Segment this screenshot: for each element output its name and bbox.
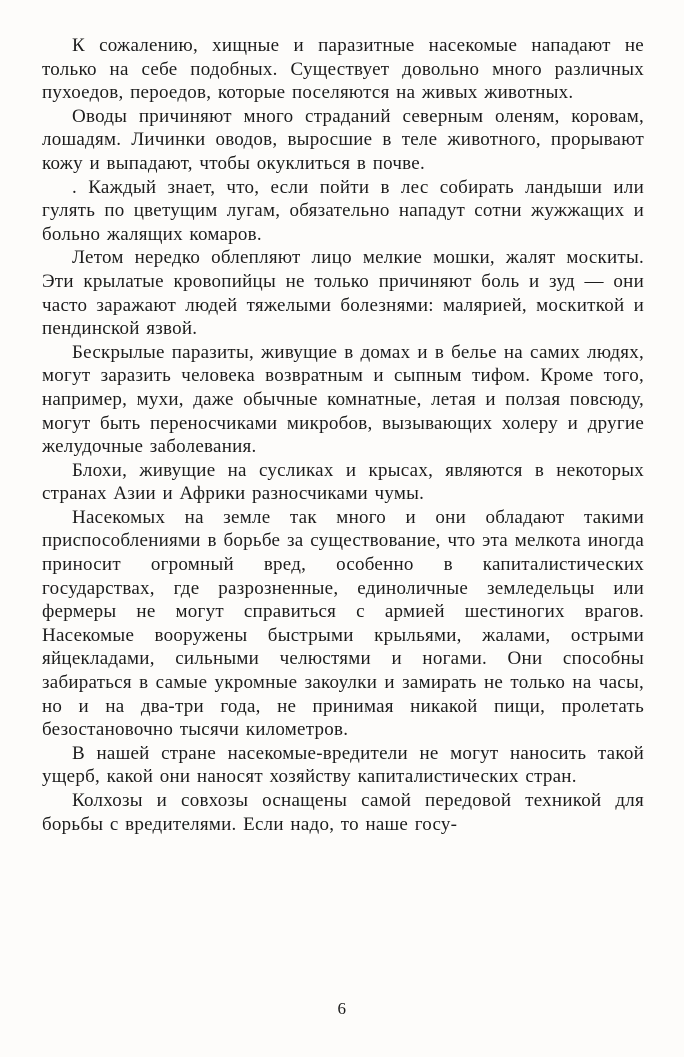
paragraph: Насекомых на земле так много и они обладают такими приспособлениями в борьбе за существование, что эта мелкота иногда приносит огромный вред, особенно в капиталистических государствах, где разрозненные, единоличные земледельцы или фермеры не могут справиться с армией шестиногих врагов. Насекомые вооружены быстрыми крыльями, жалами, острыми яйцекладами, сильными челюстями и ногами. Они способны забираться в самые укромные закоулки и замирать не только на часы, но и на два-три года, не принимая никакой пищи, пролетать безостановочно тысячи километров. <box>42 506 644 741</box>
paragraph: К сожалению, хищные и паразитные насекомые нападают не только на себе подобных. Существует довольно много различных пухоедов, пероедов, которые поселяются на живых животных. <box>42 35 644 104</box>
paragraph: Бескрылые паразиты, живущие в домах и в белье на самих людях, могут заразить человека возвратным и сыпным тифом. Кроме того, например, мухи, даже обычные комнатные, летая и ползая повсюду, могут быть переносчиками микробов, вызывающих холеру и другие желудочные заболевания. <box>42 341 644 458</box>
paragraph: Летом нередко облепляют лицо мелкие мошки, жалят москиты. Эти крылатые кровопийцы не только причиняют боль и зуд — они часто заражают людей тяжелыми болезнями: малярией, москиткой и пендинской язвой. <box>42 247 644 340</box>
paragraph: В нашей стране насекомые-вредители не могут наносить такой ущерб, какой они наносят хозяйству капиталистических стран. <box>42 742 644 788</box>
paragraph: Блохи, живущие на сусликах и крысах, являются в некоторых странах Азии и Африки разносчиками чумы. <box>42 459 644 505</box>
page-number: 6 <box>337 999 347 1018</box>
paragraph: . Каждый знает, что, если пойти в лес собирать ландыши или гулять по цветущим лугам, обязательно нападут сотни жужжащих и больно жалящих комаров. <box>42 176 644 245</box>
paragraph: Оводы причиняют много страданий северным оленям, коровам, лошадям. Личинки оводов, выросшие в теле животного, прорывают кожу и выпадают, чтобы окуклиться в почве. <box>42 105 644 174</box>
paragraph: Колхозы и совхозы оснащены самой передовой техникой для борьбы с вредителями. Если надо, то наше госу- <box>42 790 644 835</box>
